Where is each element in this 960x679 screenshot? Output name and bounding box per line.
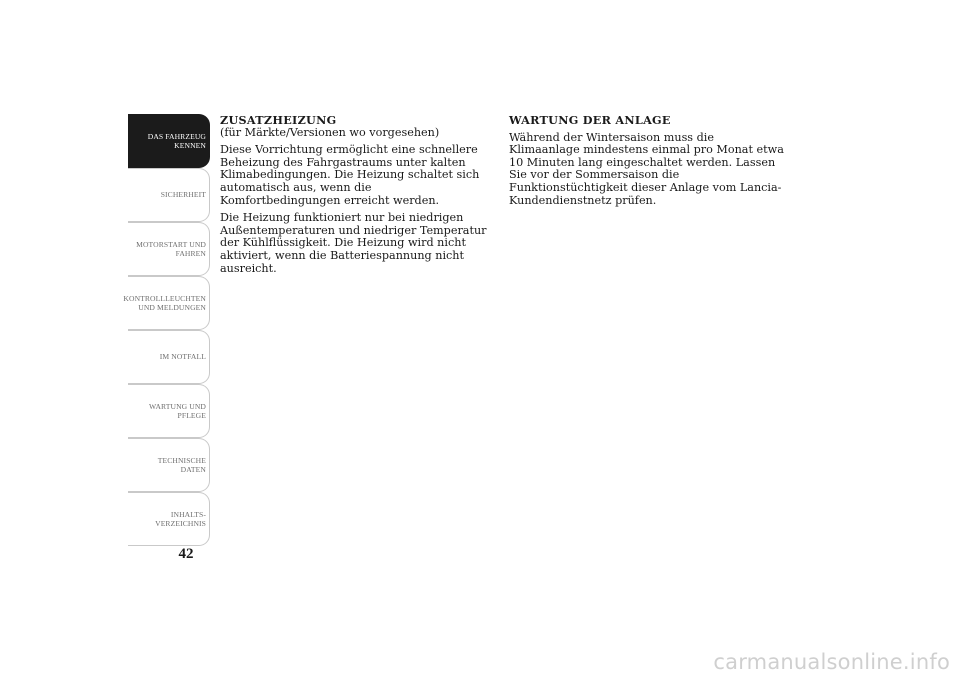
tab-das-fahrzeug-kennen[interactable]: DAS FAHRZEUG KENNEN (128, 114, 210, 168)
page-number: 42 (178, 546, 194, 562)
section-zusatzheizung (220, 114, 495, 280)
section-heading: ZUSATZHEIZUNG (220, 113, 337, 127)
tab-inhaltsverzeichnis[interactable]: INHALTS- VERZEICHNIS (128, 492, 210, 546)
section-wartung-der-anlage (509, 114, 784, 212)
tab-sicherheit[interactable]: SICHERHEIT (128, 168, 210, 222)
tab-kontrollleuchten-und-meldungen[interactable]: KONTROLLLEUCHTEN UND MELDUNGEN (128, 276, 210, 330)
tab-im-notfall[interactable]: IM NOTFALL (128, 330, 210, 384)
watermark: carmanualsonline.info (713, 650, 950, 674)
section-subheading: (für Märkte/Versionen wo vorgesehen) (220, 125, 440, 139)
section-heading: WARTUNG DER ANLAGE (509, 113, 671, 127)
chapter-tab-bar (123, 114, 210, 546)
body-paragraph: Diese Vorrichtung ermöglicht eine schnellere Beheizung des Fahrgastraums unter kalten Klimabedingungen. Die Heizung schaltet sich automatisch aus, wenn die Komfortbedingungen erreicht werden. (220, 143, 480, 207)
tab-motorstart-und-fahren[interactable]: MOTORSTART UND FAHREN (128, 222, 210, 276)
body-paragraph: Die Heizung funktioniert nur bei niedrigen Außentemperaturen und niedriger Temperatur der Kühlflüssigkeit. Die Heizung wird nicht aktiviert, wenn die Batteriespannung nicht ausreicht. (220, 211, 487, 275)
body-paragraph: Während der Wintersaison muss die Klimaanlage mindestens einmal pro Monat etwa 10 Minuten lang eingeschaltet werden. Lassen Sie vor der Sommersaison die Funktionstüchtigkeit dieser Anlage vom Lancia-Kundendienstnetz prüfen. (509, 130, 784, 207)
tab-technische-daten[interactable]: TECHNISCHE DATEN (128, 438, 210, 492)
tab-wartung-und-pflege[interactable]: WARTUNG UND PFLEGE (128, 384, 210, 438)
